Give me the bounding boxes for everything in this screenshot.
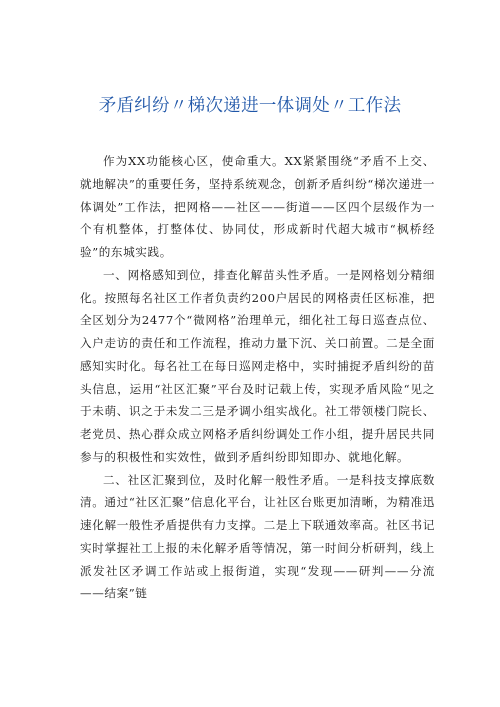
document-body <box>80 150 435 605</box>
section-two-paragraph: 二、社区汇聚到位，及时化解一般性矛盾。一是科技支撑底数清。通过“社区汇聚”信息化平台，让社区台账更加清晰，为精准迅速化解一般性矛盾提供有力支撑。二是上下联通效率高。社区书记实时掌握社工上报的未化解矛盾等情况，第一时间分析研判，线上派发社区矛调工作站或上报街道，实现“发现——研判——分流——结案”链 <box>80 472 435 601</box>
document-title: 矛盾纠纷〃梯次递进一体调处〃工作法 <box>98 96 402 116</box>
intro-paragraph: 作为XX功能核心区，使命重大。XX紧紧围绕“矛盾不上交、就地解决”的重要任务，坚持系统观念，创新矛盾纠纷“梯次递进一体调处”工作法，把网格——社区——街道——区四个层级作为一个有机整体，打整体仗、协同仗，形成新时代超大城市“枫桥经验”的东城实践。 <box>80 154 435 259</box>
section-one-paragraph: 一、网格感知到位，排查化解苗头性矛盾。一是网格划分精细化。按照每名社区工作者负责约200户居民的网格责任区标准，把全区划分为2477个“微网格”治理单元，细化社工每日巡查点位、入户走访的责任和工作流程，推动力量下沉、关口前置。二是全面感知实时化。每名社工在每日巡网走格中，实时捕捉矛盾纠纷的苗头信息，运用“社区汇聚”平台及时记载上传，实现矛盾风险“见之于未萌、识之于未发二三是矛调小组实战化。社工带领楼门院长、老党员、热心群众成立网格矛盾纠纷调处工作小组，提升居民共同参与的积极性和实效性，做到矛盾纠纷即知即办、就地化解。 <box>80 267 435 464</box>
